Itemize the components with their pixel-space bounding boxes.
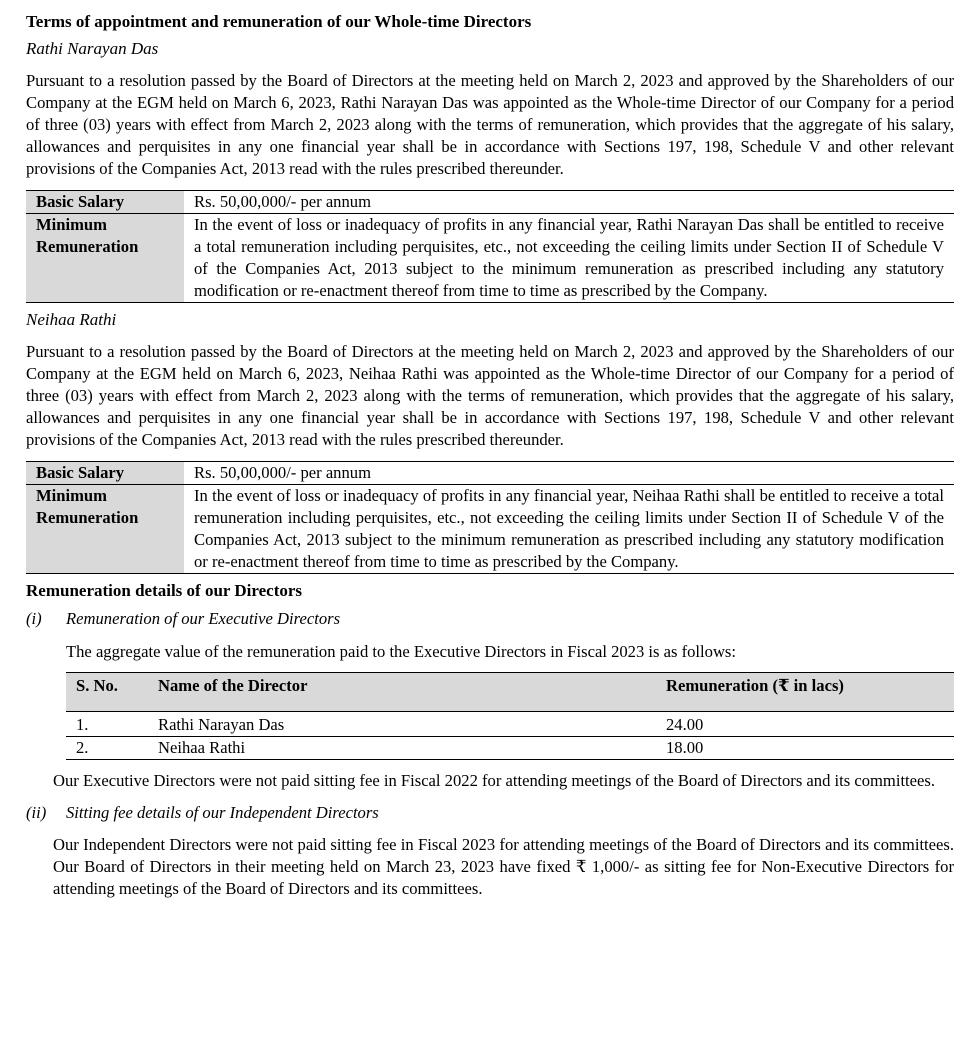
cell-amount: 24.00: [666, 712, 954, 737]
column-header-name: Name of the Director: [158, 673, 666, 712]
column-header-sno: S. No.: [66, 673, 158, 712]
table-row: [26, 191, 954, 214]
label-line: Minimum: [36, 486, 107, 505]
table-row: [66, 737, 954, 760]
basic-salary-label: Basic Salary: [26, 462, 184, 485]
label-line: Minimum: [36, 215, 107, 234]
minimum-remuneration-value: In the event of loss or inadequacy of profits in any financial year, Neihaa Rathi shall be entitled to receive a total remuneration including perquisites, etc., not exceeding the ceiling limits under Section II of Schedule V of the Companies Act, 2013 subject to the minimum remuneration as prescribed including any statutory modification or re-enactment thereof from time to time as prescribed by the Company.: [184, 485, 954, 574]
subsection-label: Remuneration of our Executive Directors: [66, 609, 341, 628]
director-2-paragraph: Pursuant to a resolution passed by the Board of Directors at the meeting held on March 2, 2023 and approved by the Shareholders of our Company at the EGM held on March 6, 2023, Neihaa Rathi was appointed as the Whole-time Director of our Company for a period of three (03) years with effect from March 2, 2023 along with the terms of remuneration, which provides that the aggregate of his salary, allowances and perquisites in any one financial year shall be in accordance with Sections 197, 198, Schedule V and other relevant provisions of the Companies Act, 2013 read with the rules prescribed thereunder.: [26, 342, 954, 449]
basic-salary-value: Rs. 50,00,000/- per annum: [184, 191, 954, 214]
director-1-paragraph: Pursuant to a resolution passed by the Board of Directors at the meeting held on March 2, 2023 and approved by the Shareholders of our Company at the EGM held on March 6, 2023, Rathi Narayan Das was appointed as the Whole-time Director of our Company for a period of three (03) years with effect from March 2, 2023 along with the terms of remuneration, which provides that the aggregate of his salary, allowances and perquisites in any one financial year shall be in accordance with Sections 197, 198, Schedule V and other relevant provisions of the Companies Act, 2013 read with the rules prescribed thereunder.: [26, 71, 954, 178]
subsection-label: Sitting fee details of our Independent Directors: [66, 803, 379, 822]
label-line: Remuneration: [36, 237, 139, 256]
executive-intro: The aggregate value of the remuneration paid to the Executive Directors in Fiscal 2023 is as follows:: [66, 642, 736, 661]
cell-name: Neihaa Rathi: [158, 737, 666, 760]
independent-paragraph: Our Independent Directors were not paid sitting fee in Fiscal 2023 for attending meetings of the Board of Directors and its committees. Our Board of Directors in their meeting held on March 23, 2023 have fixed ₹ 1,000/- as sitting fee for Non-Executive Directors for attending meetings of the Board of Directors and its committees.: [53, 835, 954, 898]
table-header-row: [66, 673, 954, 712]
director-1-terms-table: [26, 190, 954, 303]
cell-amount: 18.00: [666, 737, 954, 760]
director-name-1: Rathi Narayan Das: [26, 39, 159, 58]
cell-sno: 1.: [66, 712, 158, 737]
subsection-number: (ii): [26, 803, 47, 822]
director-name-2: Neihaa Rathi: [26, 310, 117, 329]
section-heading: Terms of appointment and remuneration of our Whole-time Directors: [26, 12, 532, 31]
minimum-remuneration-label: [26, 214, 184, 303]
executive-note: Our Executive Directors were not paid sitting fee in Fiscal 2022 for attending meetings of the Board of Directors and its committees.: [53, 771, 935, 790]
independent-subsection-title: [26, 802, 954, 824]
cell-name: Rathi Narayan Das: [158, 712, 666, 737]
cell-sno: 2.: [66, 737, 158, 760]
label-line: Remuneration: [36, 508, 139, 527]
table-row: [66, 712, 954, 737]
document-page: [26, 11, 954, 900]
table-row: [26, 485, 954, 574]
minimum-remuneration-value: In the event of loss or inadequacy of profits in any financial year, Rathi Narayan Das shall be entitled to receive a total remuneration including perquisites, etc., not exceeding the ceiling limits under Section II of Schedule V of the Companies Act, 2013 subject to the minimum remuneration as prescribed including any statutory modification or re-enactment thereof from time to time as prescribed by the Company.: [184, 214, 954, 303]
subsection-number: (i): [26, 609, 42, 628]
table-row: [26, 214, 954, 303]
executive-remuneration-table: [66, 672, 954, 760]
basic-salary-label: Basic Salary: [26, 191, 184, 214]
executive-subsection-title: [26, 608, 954, 630]
minimum-remuneration-label: [26, 485, 184, 574]
table-row: [26, 462, 954, 485]
basic-salary-value: Rs. 50,00,000/- per annum: [184, 462, 954, 485]
director-2-terms-table: [26, 461, 954, 574]
column-header-remuneration: Remuneration (₹ in lacs): [666, 673, 954, 712]
remuneration-section-title: Remuneration details of our Directors: [26, 581, 303, 600]
